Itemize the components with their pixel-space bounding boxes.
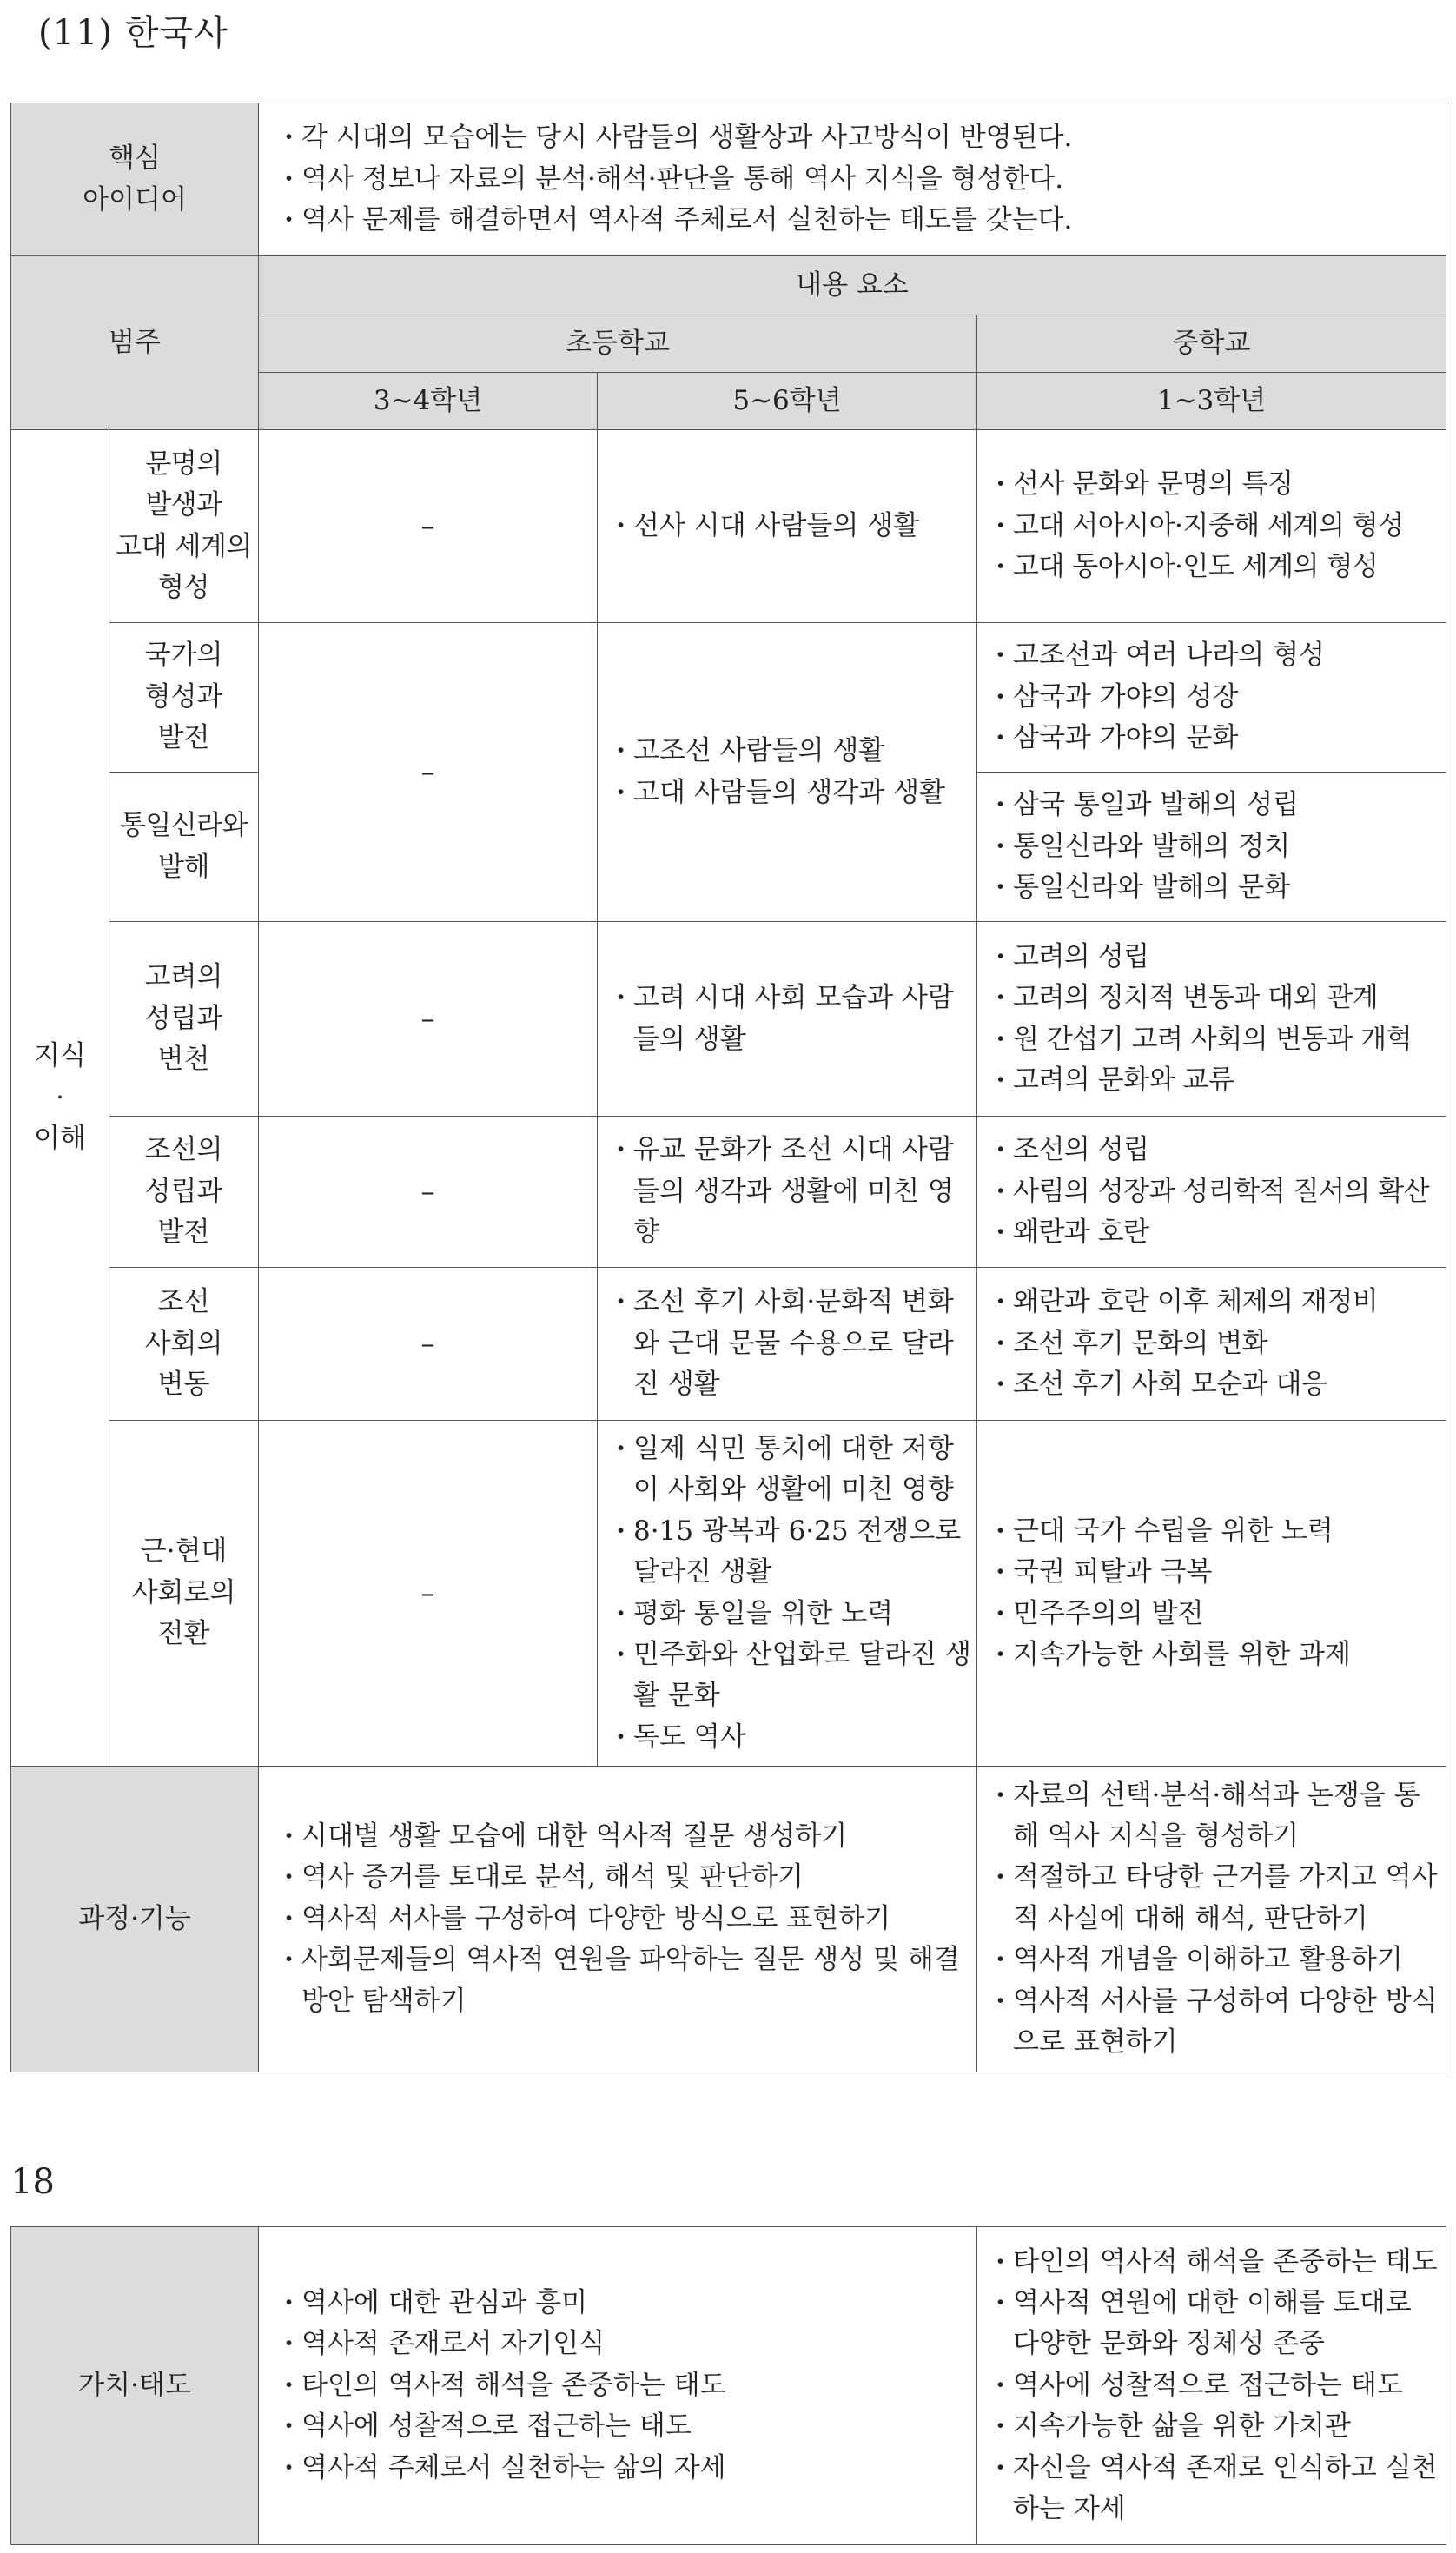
grade-m13-cell (977, 773, 1446, 922)
grade-34-cell: – (259, 1268, 598, 1421)
content-item: · 역사에 성찰적으로 접근하는 태도 (276, 2406, 968, 2447)
content-item: · 시대별 생활 모습에 대한 역사적 질문 생성하기 (276, 1816, 968, 1857)
content-item: · 역사 증거를 토대로 분석, 해석 및 판단하기 (276, 1857, 968, 1898)
content-item: · 삼국과 가야의 문화 (988, 718, 1442, 759)
topic-text: 통일신라와 발해 (119, 810, 248, 883)
process-middle-cell (977, 1767, 1446, 2072)
content-item: · 역사적 주체로서 실천하는 삶의 자세 (276, 2448, 968, 2489)
content-item: · 사회문제들의 역사적 연원을 파악하는 질문 생성 및 해결 방안 탐색하기 (276, 1940, 968, 2022)
content-item: · 고대 사람들의 생각과 생활 (608, 773, 973, 813)
content-item: · 역사적 서사를 구성하여 다양한 방식으로 표현하기 (276, 1899, 968, 1940)
page-number: 18 (10, 2162, 55, 2202)
content-item: · 평화 통일을 위한 노력 (608, 1594, 973, 1635)
content-item: · 고려 시대 사회 모습과 사람들의 생활 (608, 978, 973, 1060)
topic-text: 근·현대 사회로의 전환 (131, 1535, 236, 1650)
grade-m13-cell (977, 1421, 1446, 1767)
content-item: · 사림의 성장과 성리학적 질서의 확산 (988, 1171, 1442, 1212)
content-item: · 원 간섭기 고려 사회의 변동과 개혁 (988, 1019, 1442, 1060)
grade-m13-cell (977, 623, 1446, 773)
content-item: · 민주주의의 발전 (988, 1594, 1442, 1635)
content-item: · 삼국과 가야의 성장 (988, 677, 1442, 718)
content-item: · 역사에 성찰적으로 접근하는 태도 (988, 2365, 1442, 2406)
grade-56-header: 5~6학년 (598, 373, 977, 430)
content-item: · 역사적 서사를 구성하여 다양한 방식으로 표현하기 (988, 1981, 1442, 2064)
grade-m13-cell (977, 922, 1446, 1117)
core-idea-item: · 역사 문제를 해결하면서 역사적 주체로서 실천하는 태도를 갖는다. (276, 200, 1437, 241)
content-item: · 왜란과 호란 이후 체제의 재정비 (988, 1282, 1442, 1323)
elementary-header: 초등학교 (259, 315, 977, 373)
values-table (10, 2226, 1446, 2545)
grade-34-cell: – (259, 430, 598, 623)
content-item: · 역사적 연원에 대한 이해를 토대로 다양한 문화와 정체성 존중 (988, 2283, 1442, 2365)
grade-m13-cell (977, 1268, 1446, 1421)
content-item: · 고조선 사람들의 생활 (608, 731, 973, 772)
grade-m13-cell (977, 430, 1446, 623)
middle-school-header: 중학교 (977, 315, 1446, 373)
content-item: · 선사 시대 사람들의 생활 (608, 506, 973, 547)
grade-56-cell (598, 922, 977, 1117)
knowledge-row (11, 922, 1446, 1117)
content-item: · 삼국 통일과 발해의 성립 (988, 785, 1442, 826)
content-item: · 고려의 성립 (988, 937, 1442, 978)
knowledge-label (11, 430, 109, 1767)
content-item: · 독도 역사 (608, 1717, 973, 1758)
content-item: · 조선 후기 문화의 변화 (988, 1323, 1442, 1364)
content-item: · 고조선과 여러 나라의 형성 (988, 635, 1442, 676)
core-idea-label-text: 핵심 아이디어 (83, 143, 187, 216)
content-item: · 고대 서아시아·지중해 세계의 형성 (988, 506, 1442, 547)
grade-56-cell (598, 430, 977, 623)
content-item: · 고려의 문화와 교류 (988, 1060, 1442, 1101)
category-header: 범주 (11, 256, 259, 430)
curriculum-table (10, 103, 1446, 2072)
topic-text: 조선의 성립과 발전 (144, 1134, 223, 1249)
content-item: · 국권 피탈과 극복 (988, 1552, 1442, 1593)
content-item: · 타인의 역사적 해석을 존중하는 태도 (988, 2242, 1442, 2283)
topic-cell (109, 1421, 259, 1767)
knowledge-row (11, 1117, 1446, 1268)
content-item: · 고려의 정치적 변동과 대외 관계 (988, 978, 1442, 1018)
content-item: · 고대 동아시아·인도 세계의 형성 (988, 547, 1442, 587)
content-item: · 역사에 대한 관심과 흥미 (276, 2283, 968, 2324)
content-item: · 민주화와 산업화로 달라진 생활 문화 (608, 1635, 973, 1717)
section-title: (11) 한국사 (38, 13, 228, 53)
topic-cell (109, 430, 259, 623)
content-item: · 지속가능한 삶을 위한 가치관 (988, 2406, 1442, 2447)
topic-text: 조선 사회의 변동 (144, 1286, 223, 1401)
content-item: · 조선 후기 사회 모순과 대응 (988, 1364, 1442, 1405)
topic-cell (109, 623, 259, 773)
core-idea-item: · 각 시대의 모습에는 당시 사람들의 생활상과 사고방식이 반영된다. (276, 117, 1437, 158)
content-item: · 타인의 역사적 해석을 존중하는 태도 (276, 2365, 968, 2406)
core-idea-item: · 역사 정보나 자료의 분석·해석·판단을 통해 역사 지식을 형성한다. (276, 159, 1437, 200)
topic-cell (109, 1268, 259, 1421)
topic-cell (109, 773, 259, 922)
content-item: · 조선 후기 사회·문화적 변화와 근대 문물 수용으로 달라진 생활 (608, 1282, 973, 1405)
grade-34-cell: – (259, 1421, 598, 1767)
values-label: 가치·태도 (11, 2227, 259, 2545)
grade-34-header: 3~4학년 (259, 373, 598, 430)
grade-56-cell (598, 1268, 977, 1421)
grade-56-cell (598, 623, 977, 922)
knowledge-row (11, 1421, 1446, 1767)
grade-56-cell (598, 1421, 977, 1767)
header-row-1 (11, 256, 1446, 315)
content-item: · 자신을 역사적 존재로 인식하고 실천하는 자세 (988, 2448, 1442, 2530)
knowledge-row (11, 623, 1446, 773)
topic-text: 문명의 발생과 고대 세계의 형성 (116, 448, 252, 603)
grade-34-cell: – (259, 922, 598, 1117)
values-middle-cell (977, 2227, 1446, 2545)
knowledge-label-text: 지식 · 이해 (34, 1040, 86, 1155)
knowledge-row (11, 430, 1446, 623)
core-idea-row (11, 103, 1446, 256)
topic-cell (109, 1117, 259, 1268)
grade-34-cell: – (259, 1117, 598, 1268)
content-item: · 근대 국가 수립을 위한 노력 (988, 1511, 1442, 1552)
topic-text: 고려의 성립과 변천 (144, 961, 223, 1076)
core-idea-label (11, 103, 259, 256)
content-item: · 왜란과 호란 (988, 1212, 1442, 1253)
content-item: · 자료의 선택·분석·해석과 논쟁을 통해 역사 지식을 형성하기 (988, 1775, 1442, 1858)
content-item: · 일제 식민 통치에 대한 저항이 사회와 생활에 미친 영향 (608, 1429, 973, 1511)
content-item: · 역사적 존재로서 자기인식 (276, 2324, 968, 2364)
content-item: · 역사적 개념을 이해하고 활용하기 (988, 1940, 1442, 1980)
content-item: · 유교 문화가 조선 시대 사람들의 생각과 생활에 미친 영향 (608, 1130, 973, 1253)
content-item: · 통일신라와 발해의 문화 (988, 867, 1442, 908)
content-item: · 적절하고 타당한 근거를 가지고 역사적 사실에 대해 해석, 판단하기 (988, 1857, 1442, 1940)
grade-m13-cell (977, 1117, 1446, 1268)
content-elements-header: 내용 요소 (259, 256, 1446, 315)
process-label: 과정·기능 (11, 1767, 259, 2072)
content-item: · 지속가능한 사회를 위한 과제 (988, 1635, 1442, 1675)
process-row (11, 1767, 1446, 2072)
core-idea-content (259, 103, 1446, 256)
topic-text: 국가의 형성과 발전 (144, 640, 223, 754)
process-elementary-cell (259, 1767, 977, 2072)
grade-m13-header: 1~3학년 (977, 373, 1446, 430)
knowledge-row (11, 1268, 1446, 1421)
values-elementary-cell (259, 2227, 977, 2545)
content-item: · 통일신라와 발해의 정치 (988, 826, 1442, 867)
grade-34-cell: – (259, 623, 598, 922)
content-item: · 8·15 광복과 6·25 전쟁으로 달라진 생활 (608, 1511, 973, 1594)
grade-56-cell (598, 1117, 977, 1268)
content-item: · 조선의 성립 (988, 1130, 1442, 1170)
content-item: · 선사 문화와 문명의 특징 (988, 464, 1442, 505)
topic-cell (109, 922, 259, 1117)
values-row (11, 2227, 1446, 2545)
